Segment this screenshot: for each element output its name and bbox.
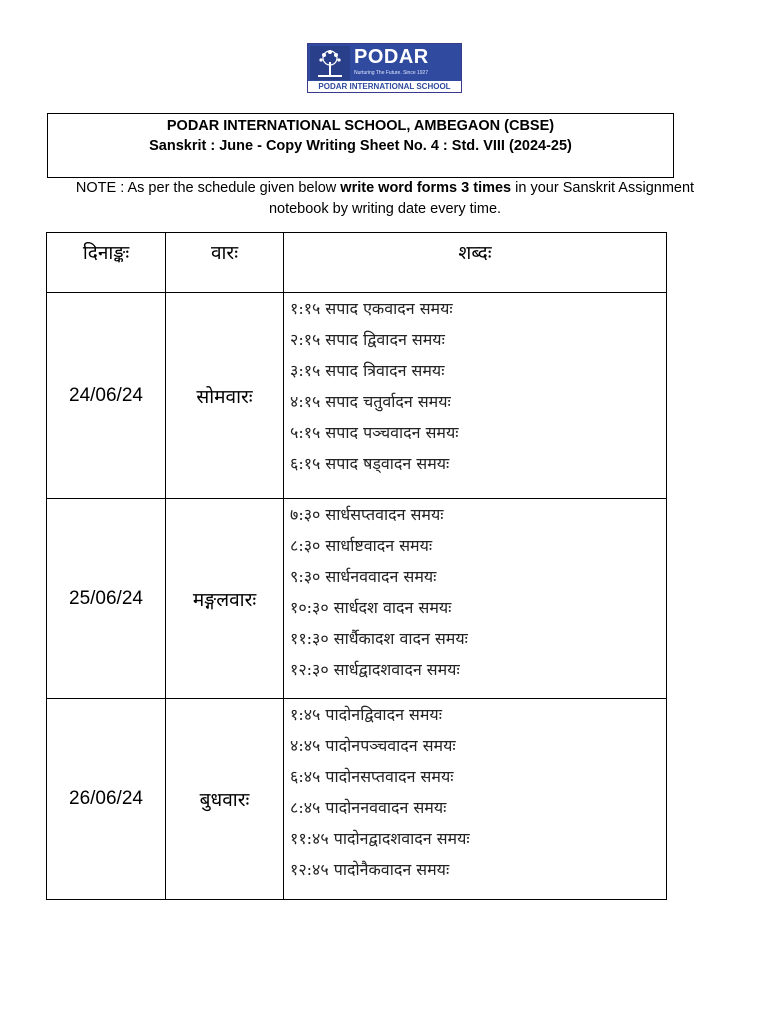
word-form: २:१५ सपाद द्विवादन समयः	[290, 330, 445, 349]
sheet-title: Sanskrit : June - Copy Writing Sheet No. 4 : Std. VIII (2024-25)	[149, 138, 572, 154]
word-form: ६:४५ पादोनसप्तवादन समयः	[290, 767, 454, 786]
date-cell: 26/06/24	[47, 699, 166, 900]
table-header-row	[47, 233, 667, 293]
header-date: दिनाङ्कः	[47, 233, 166, 293]
date-cell: 25/06/24	[47, 499, 166, 699]
word-form: ३:१५ सपाद त्रिवादन समयः	[290, 361, 445, 380]
note-emphasis: write word forms 3 times	[340, 180, 512, 196]
day-cell: मङ्गलवारः	[166, 499, 284, 699]
words-cell	[284, 499, 667, 699]
word-form: १:४५ पादोनद्विवादन समयः	[290, 705, 442, 724]
logo-subtitle: PODAR INTERNATIONAL SCHOOL	[308, 81, 461, 92]
day-cell: बुधवारः	[166, 699, 284, 900]
header-day: वारः	[166, 233, 284, 293]
header-words: शब्दः	[284, 233, 667, 293]
words-cell	[284, 293, 667, 499]
word-form: ४:४५ पादोनपञ्चवादन समयः	[290, 736, 456, 755]
school-title: PODAR INTERNATIONAL SCHOOL, AMBEGAON (CBSE)	[166, 118, 555, 134]
school-logo	[307, 43, 462, 93]
words-cell	[284, 699, 667, 900]
word-form: १०:३० सार्धदश वादन समयः	[290, 598, 452, 617]
word-form: ११:४५ पादोनद्वादशवादन समयः	[290, 829, 470, 848]
word-form: ११:३० सार्धैकादश वादन समयः	[290, 629, 468, 648]
schedule-table	[46, 232, 667, 900]
logo-brand-text: PODAR	[354, 46, 429, 68]
word-form: १२:३० सार्धद्वादशवादन समयः	[290, 660, 460, 679]
table-row	[47, 293, 667, 499]
note-suffix: in your Sanskrit Assignment notebook by writing date every time.	[268, 180, 695, 217]
word-form: ८:३० सार्धाष्टवादन समयः	[290, 536, 433, 555]
table-row	[47, 699, 667, 900]
word-form: १२:४५ पादोनैकवादन समयः	[290, 860, 450, 879]
day-cell: सोमवारः	[166, 293, 284, 499]
word-form: ४:१५ सपाद चतुर्वादन समयः	[290, 392, 451, 411]
logo-tagline: Nurturing The Future. Since 1927	[354, 70, 429, 76]
table-row	[47, 499, 667, 699]
word-form: ८:४५ पादोननववादन समयः	[290, 798, 447, 817]
date-cell: 24/06/24	[47, 293, 166, 499]
word-form: ५:१५ सपाद पञ्चवादन समयः	[290, 423, 459, 442]
tree-emblem-icon	[310, 46, 350, 80]
word-form: ६:१५ सपाद षड्वादन समयः	[290, 454, 450, 473]
word-form: १:१५ सपाद एकवादन समयः	[290, 299, 453, 318]
instruction-note	[70, 178, 700, 220]
word-form: ७:३० सार्धसप्तवादन समयः	[290, 505, 444, 524]
sheet-header	[47, 113, 674, 178]
note-prefix: NOTE : As per the schedule given below	[75, 180, 341, 196]
word-form: ९:३० सार्धनववादन समयः	[290, 567, 437, 586]
